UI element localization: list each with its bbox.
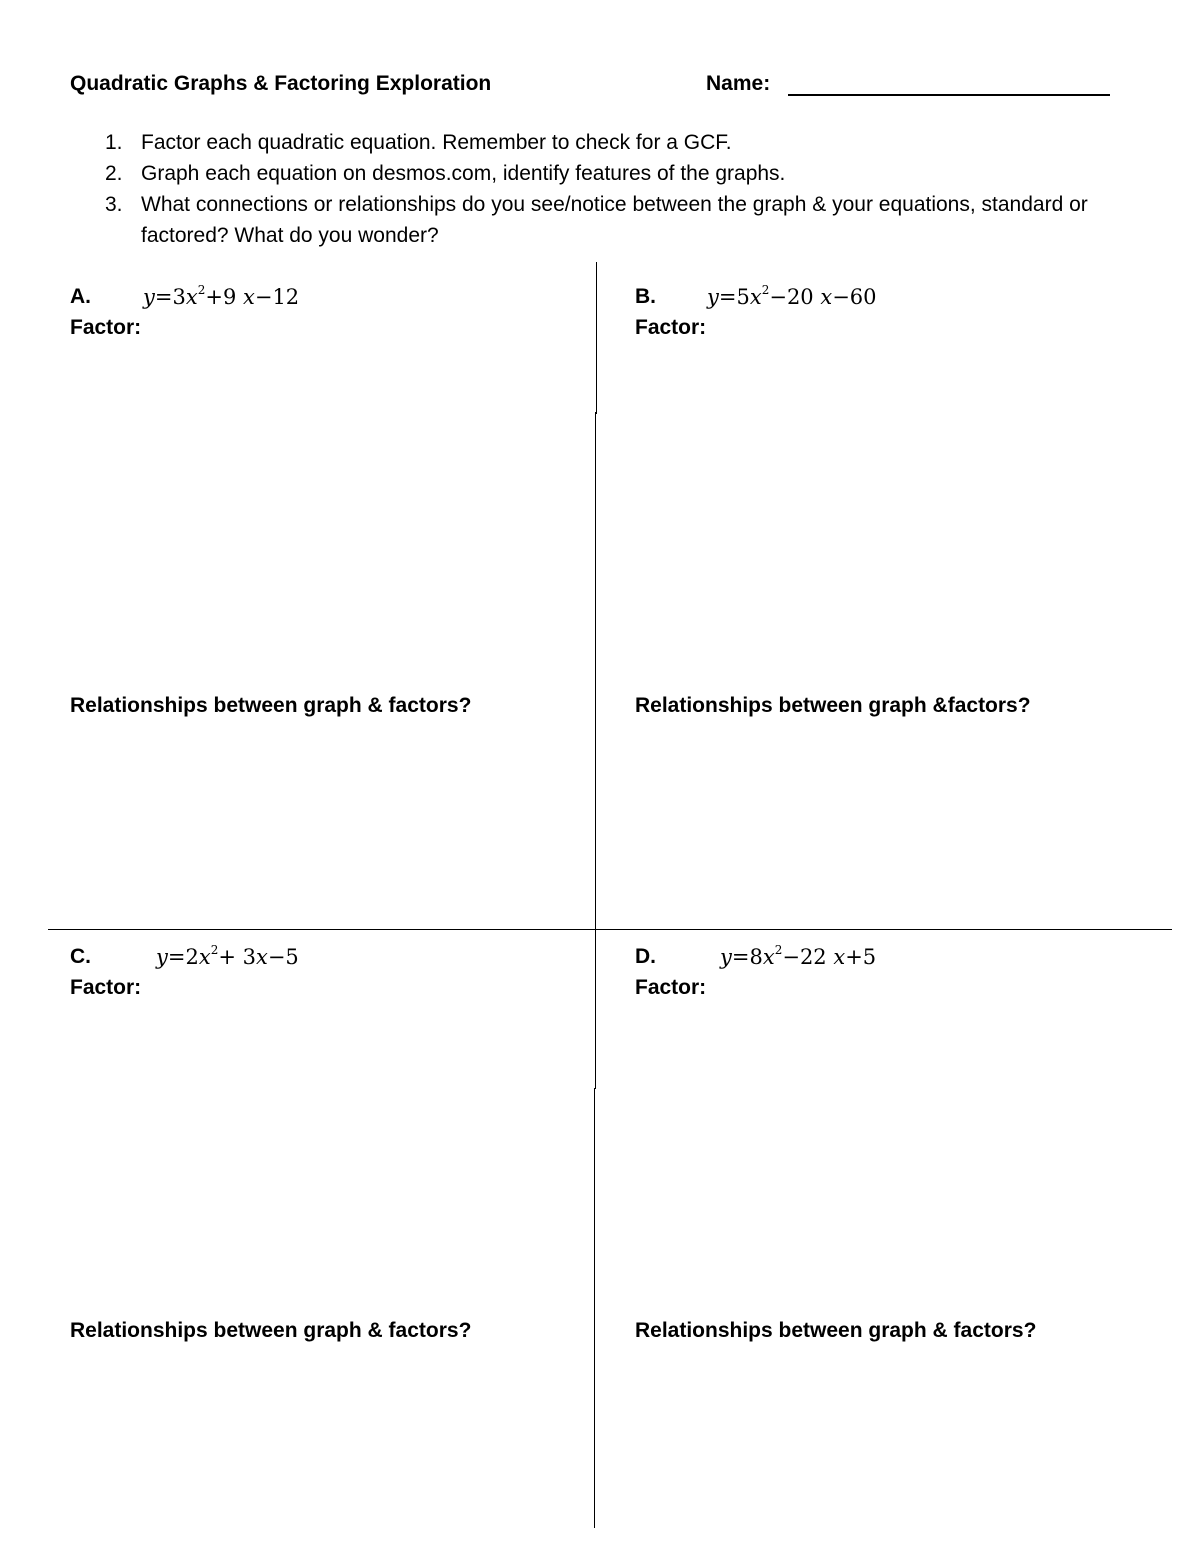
- problem-a: [70, 285, 570, 885]
- coefficient-a: 2: [185, 945, 199, 969]
- term-c: −60: [832, 285, 877, 309]
- vertical-divider: [595, 412, 596, 1089]
- coefficient-a: 8: [749, 945, 763, 969]
- term-b: −20: [769, 285, 814, 309]
- worksheet-title: Quadratic Graphs & Factoring Exploration: [70, 72, 492, 95]
- problem-letter: C.: [70, 945, 91, 968]
- coefficient-a: 3: [172, 285, 186, 309]
- factor-label: Factor:: [635, 316, 707, 339]
- relationship-prompt: Relationships between graph & factors?: [70, 1319, 472, 1342]
- instruction-text: What connections or relationships do you see/notice between the graph & your equations, standard or factored? What do you wonder?: [141, 193, 1088, 247]
- term-b: +9: [205, 285, 237, 309]
- instruction-number: 2.: [105, 162, 123, 185]
- instruction-number: 3.: [105, 193, 123, 216]
- term-b: + 3: [218, 945, 256, 969]
- vertical-divider: [596, 262, 597, 414]
- term-c: −12: [254, 285, 300, 309]
- factor-label: Factor:: [635, 976, 707, 999]
- instruction-item: [105, 127, 1105, 158]
- instruction-item: [105, 189, 1105, 251]
- instruction-text: Factor each quadratic equation. Remember to check for a GCF.: [141, 131, 732, 154]
- problem-equation: $y=8x^2-22$ x+5: [720, 943, 877, 969]
- factor-label: Factor:: [70, 976, 142, 999]
- instructions-list: [105, 127, 1105, 251]
- problem-letter: D.: [635, 945, 656, 968]
- instruction-text: Graph each equation on desmos.com, identify features of the graphs.: [141, 162, 786, 185]
- instruction-number: 1.: [105, 131, 123, 154]
- instruction-item: [105, 158, 1105, 189]
- problem-letter: A.: [70, 285, 91, 308]
- problem-equation: $y=2x^2+ 3x-5$: [156, 943, 299, 969]
- coefficient-a: 5: [736, 285, 750, 309]
- problem-c: [70, 945, 570, 1545]
- relationship-prompt: Relationships between graph & factors?: [635, 1319, 1037, 1342]
- name-label: Name:: [706, 72, 771, 95]
- vertical-divider: [594, 1088, 595, 1528]
- term-b: −22: [782, 945, 827, 969]
- problem-equation: $y=5x^2-20$ x−60: [707, 283, 877, 309]
- factor-label: Factor:: [70, 316, 142, 339]
- problem-equation: $y=3x^2+9$ x−12: [143, 283, 300, 309]
- horizontal-divider: [48, 929, 1172, 930]
- problem-b: [635, 285, 1135, 885]
- problem-letter: B.: [635, 285, 656, 308]
- term-c: +5: [845, 945, 877, 969]
- relationship-prompt: Relationships between graph &factors?: [635, 694, 1031, 717]
- term-c: −5: [267, 945, 299, 969]
- relationship-prompt: Relationships between graph & factors?: [70, 694, 472, 717]
- name-blank-line[interactable]: [788, 94, 1110, 96]
- problem-d: [635, 945, 1135, 1545]
